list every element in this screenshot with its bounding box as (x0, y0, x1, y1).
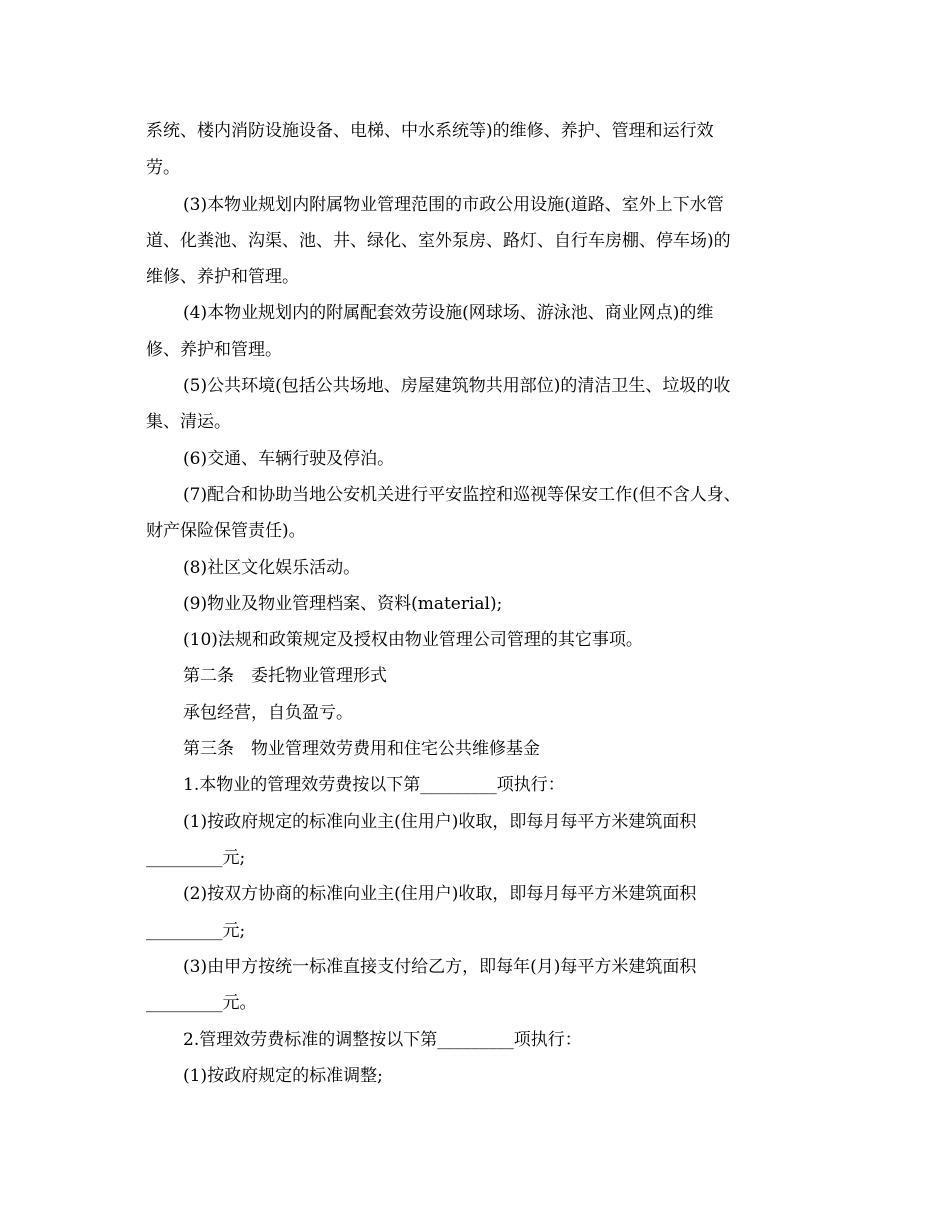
text-line: (10)法规和政策规定及授权由物业管理公司管理的其它事项。 (183, 630, 643, 650)
text-line: (3)由甲方按统一标准直接支付给乙方，即每年(月)每平方米建筑面积 (183, 957, 697, 977)
text-line: _________元; (146, 848, 246, 868)
text-line: 道、化粪池、沟渠、池、井、绿化、室外泵房、路灯、自行车房棚、停车场)的 (146, 231, 731, 251)
text-line: 财产保险保管责任)。 (146, 521, 306, 541)
text-line: 承包经营，自负盈亏。 (183, 703, 353, 723)
text-line: 2.管理效劳费标准的调整按以下第_________项执行： (183, 1030, 582, 1050)
text-line: (8)社区文化娱乐活动。 (183, 558, 361, 578)
text-line: 集、清运。 (146, 412, 231, 432)
text-line: (2)按双方协商的标准向业主(住用户)收取，即每月每平方米建筑面积 (183, 884, 697, 904)
section-heading: 第二条 委托物业管理形式 (183, 666, 387, 686)
text-line: (1)按政府规定的标准调整; (183, 1066, 383, 1086)
text-line: (4)本物业规划内的附属配套效劳设施(网球场、游泳池、商业网点)的维 (183, 303, 714, 323)
text-line: 1.本物业的管理效劳费按以下第_________项执行： (183, 775, 565, 795)
text-line: 修、养护和管理。 (146, 340, 282, 360)
text-line: _________元; (146, 921, 246, 941)
text-line: (7)配合和协助当地公安机关进行平安监控和巡视等保安工作(但不含人身、 (183, 485, 741, 505)
text-line: (5)公共环境(包括公共场地、房屋建筑物共用部位)的清洁卫生、垃圾的收 (183, 376, 731, 396)
text-line: (9)物业及物业管理档案、资料(material); (183, 594, 503, 614)
text-line: (1)按政府规定的标准向业主(住用户)收取，即每月每平方米建筑面积 (183, 812, 697, 832)
text-line: 维修、养护和管理。 (146, 267, 299, 287)
text-line: (6)交通、车辆行驶及停泊。 (183, 449, 395, 469)
text-line: _________元。 (146, 993, 257, 1013)
text-line: 系统、楼内消防设施设备、电梯、中水系统等)的维修、养护、管理和运行效 (146, 121, 714, 141)
text-line: (3)本物业规划内附属物业管理范围的市政公用设施(道路、室外上下水管 (183, 195, 724, 215)
section-heading: 第三条 物业管理效劳费用和住宅公共维修基金 (183, 739, 540, 759)
text-line: 劳。 (146, 158, 180, 178)
